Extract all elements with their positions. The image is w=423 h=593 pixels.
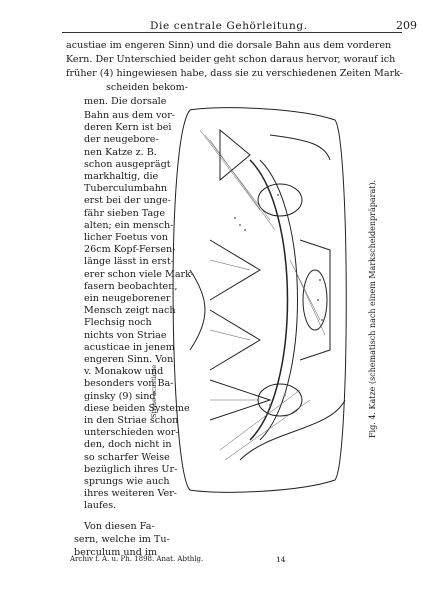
- text-line: früher (4) hingewiesen habe, dass sie zu verschiedenen Zeiten Mark-: [66, 68, 404, 79]
- text-line: erst bei der unge-: [84, 195, 171, 207]
- running-head: Die centrale Gehörleitung.: [150, 20, 308, 32]
- text-line: Mensch zeigt nach: [84, 305, 176, 317]
- text-line: unterschieden wor-: [84, 427, 179, 439]
- text-line: v. Monakow und: [84, 366, 164, 378]
- text-line: sprungs wie auch: [84, 476, 170, 487]
- text-line: Tuberculumbahn: [84, 183, 168, 195]
- text-line: licher Foetus von: [84, 232, 168, 243]
- text-line: Bahn aus dem vor-: [84, 110, 176, 121]
- text-line: fasern beobachten,: [84, 280, 178, 292]
- section-outline: [173, 108, 346, 493]
- text-line: engeren Sinn. Von: [84, 354, 174, 365]
- text-line: 26cm Kopf-Fersen-: [84, 244, 176, 256]
- text-line: bezüglich ihres Ur-: [84, 463, 178, 475]
- text-line: markhaltig, die: [84, 171, 159, 182]
- text-line: länge lässt in erst-: [84, 256, 174, 268]
- text-line: berculum und im: [74, 547, 158, 558]
- text-line: acustiae im engeren Sinn) und die dorsale Bahn aus dem vorderen: [66, 40, 392, 51]
- text-line: nichts von Striae: [84, 329, 167, 341]
- signature-mark: 14: [276, 555, 286, 564]
- text-line: der neugebore-: [84, 134, 159, 146]
- text-line: Kern. Der Unterschied beider geht schon daraus hervor, worauf ich: [66, 54, 396, 65]
- text-line: in den Striae schon: [84, 415, 179, 426]
- text-line: scheiden bekom-: [106, 82, 189, 93]
- text-line: laufes.: [84, 500, 117, 512]
- text-line: ihres weiteren Ver-: [84, 488, 178, 500]
- journal-footer: Archiv f. A. u. Ph. 1898. Anat. Abthlg.: [70, 555, 204, 563]
- text-line: diese beiden Systeme: [84, 402, 190, 414]
- text-line: ginsky (9) sind: [84, 390, 156, 402]
- text-line: Flechsig noch: [84, 317, 152, 329]
- text-line: deren Kern ist bei: [84, 122, 172, 134]
- text-line: men. Die dorsale: [84, 96, 167, 107]
- text-line: schon ausgeprägt: [84, 158, 171, 170]
- text-line: erer schon viele Mark-: [84, 268, 195, 280]
- text-line: fähr sieben Tage: [84, 207, 165, 219]
- text-line: Von diesen Fa-: [84, 521, 155, 532]
- figure-caption: Fig. 4. Katze (schematisch nach einem Markscheidenpräparat).: [368, 179, 377, 438]
- text-line: so scharfer Weise: [84, 451, 170, 463]
- text-line: acusticae in jenem: [84, 341, 175, 353]
- text-line: nen Katze z. B.: [84, 146, 157, 158]
- brain-section-figure: [150, 100, 360, 500]
- text-line: alten; ein mensch-: [84, 219, 174, 231]
- text-line: ein neugeborener: [84, 293, 171, 304]
- text-line: den, doch nicht in: [84, 439, 172, 451]
- text-line: sern, welche im Tu-: [74, 534, 170, 545]
- header-rule: [62, 32, 402, 33]
- text-line: besonders von Ba-: [84, 378, 174, 390]
- page-number: 209: [396, 19, 417, 32]
- striae-label: Striae acusticae: [150, 364, 158, 418]
